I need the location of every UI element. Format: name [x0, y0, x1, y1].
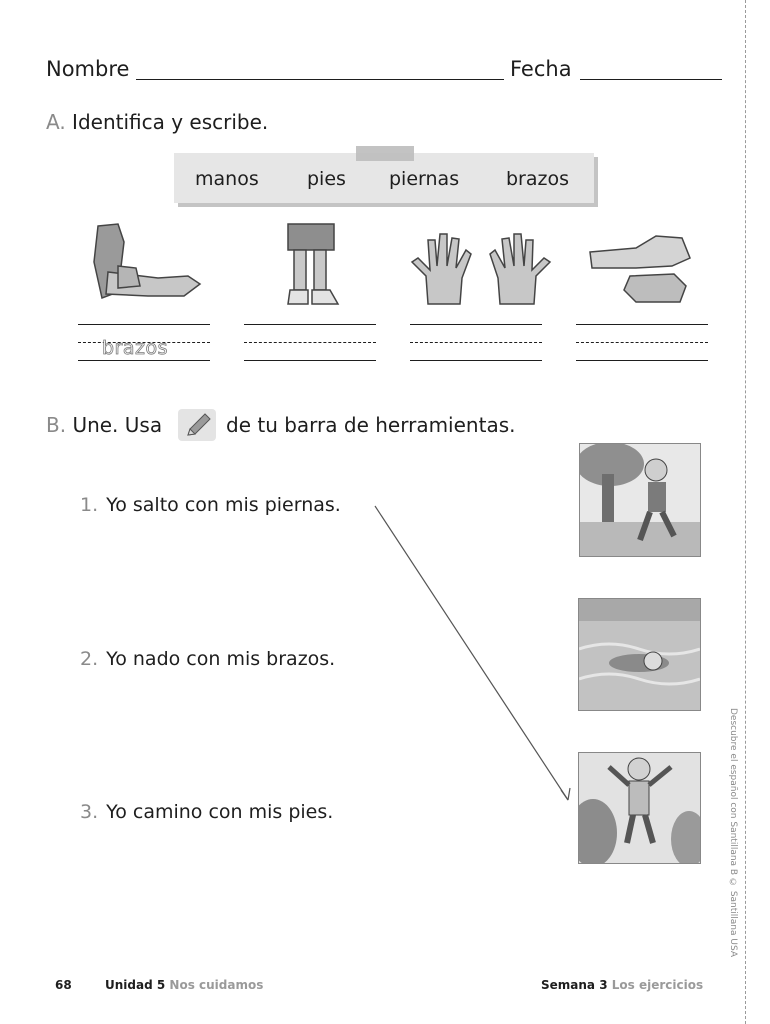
copyright-note: Descubre el español con Santillana B © Santillana USA — [728, 708, 738, 958]
item-text: Yo salto con mis piernas. — [106, 494, 341, 516]
week-number: Semana 3 — [541, 978, 608, 992]
week-label — [541, 978, 703, 992]
page-number: 68 — [55, 978, 72, 992]
name-label: Nombre — [46, 57, 130, 81]
word-bank-item: pies — [307, 168, 346, 190]
unit-name: Nos cuidamos — [169, 978, 264, 992]
item-text: Yo nado con mis brazos. — [106, 648, 336, 670]
date-label: Fecha — [510, 57, 572, 81]
section-b-letter: B. — [46, 413, 67, 437]
week-name: Los ejercicios — [611, 978, 704, 992]
unit-label — [105, 978, 263, 992]
section-b-title-end: de tu barra de herramientas. — [226, 413, 516, 437]
traced-answer: brazos — [102, 337, 169, 359]
section-a-letter: A. — [46, 110, 66, 134]
item-number: 3. — [80, 801, 99, 823]
word-bank-item: piernas — [389, 168, 460, 190]
unit-number: Unidad 5 — [105, 978, 166, 992]
word-bank-item: brazos — [506, 168, 570, 190]
item-number: 1. — [80, 494, 99, 516]
section-b-title-start: Une. Usa — [72, 413, 163, 437]
section-a-title: Identifica y escribe. — [72, 110, 269, 134]
item-number: 2. — [80, 648, 99, 670]
item-text: Yo camino con mis pies. — [106, 801, 334, 823]
word-bank-item: manos — [195, 168, 259, 190]
